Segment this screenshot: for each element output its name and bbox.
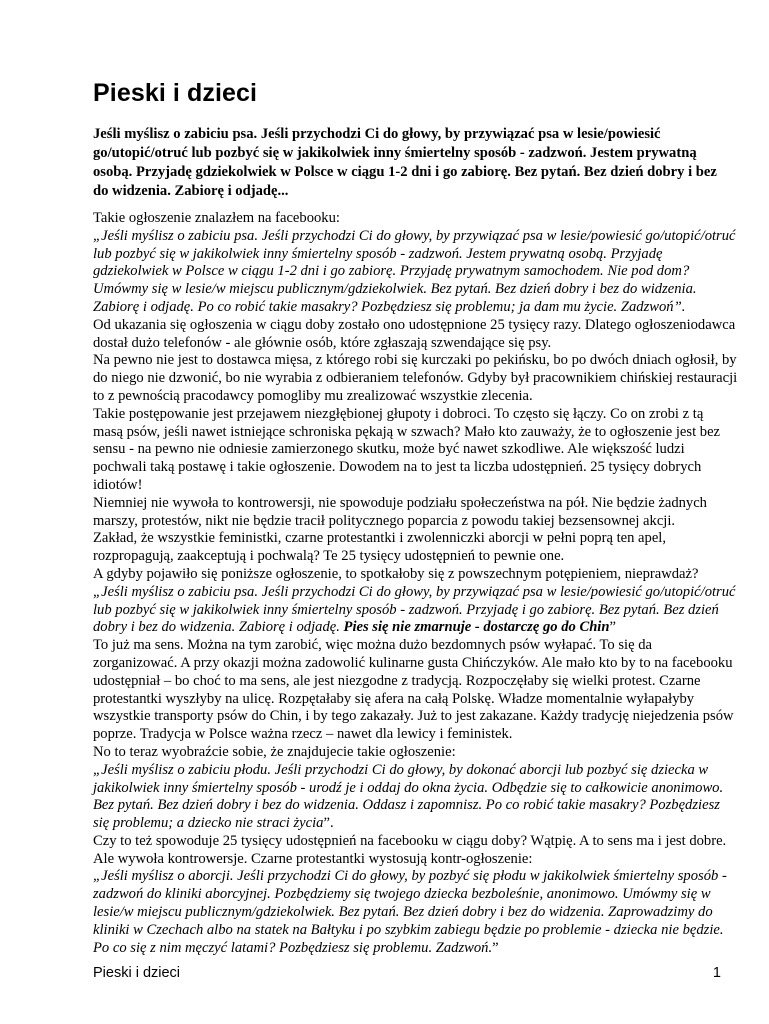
body-line <box>93 762 733 780</box>
body-line-text: się problemu; a dziecko nie straci życia <box>93 815 324 832</box>
body-line <box>93 316 736 335</box>
body-line-text: dostał dużo telefonów - ale głównie osób, które zgłaszają szwendające się psy. <box>93 334 552 351</box>
body-line <box>93 352 737 370</box>
body-line <box>93 495 733 513</box>
footer-title: Pieski i dzieci <box>93 965 181 981</box>
body-line <box>93 833 733 851</box>
body-line <box>93 299 733 317</box>
body-line <box>93 619 733 637</box>
body-line <box>93 441 733 459</box>
body-line <box>93 726 733 744</box>
body-line-text: Zabiorę i odjadę. Po co robić takie masakry? Pozbędziesz się problemu; ja dam mu życie. Zadzwoń”. <box>93 298 686 315</box>
body-line-text: poprze. Tradycja w Polsce ważna rzecz – nawet dla lewicy i feministek. <box>93 726 513 743</box>
page-title: Pieski i dzieci <box>93 79 258 107</box>
body-line-text: Bez pytań. Bez dzień dobry i bez do widzenia. Oddasz i zapomnisz. Po co robić takie masakry? Pozbędziesz <box>93 797 720 814</box>
body-line-tail: ”. <box>323 815 334 832</box>
body-line <box>93 780 733 798</box>
body-line-text: jakikolwiek inny śmiertelny sposób - urodź je i oddaj do okna życia. Odbędzie się to całkowicie anonimowo. <box>93 779 724 796</box>
body-line <box>93 583 736 602</box>
body-line-text: Zakład, że wszystkie feministki, czarne protestantki i zwolenniczki aborcji w pełni poprą ten apel, <box>93 530 667 547</box>
body-line <box>93 708 733 726</box>
body-line-text: udostępniał – bo choć to ma sens, ale jest niezgodne z tradycją. Rozpoczęłaby się wielki protest. Czarne <box>93 672 701 689</box>
body-line-text: „Jeśli myślisz o zabiciu psa. Jeśli przychodzi Ci do głowy, by przywiązać psa w lesie/powiesić go/utopić/otruć <box>93 583 736 600</box>
article-body <box>93 210 738 957</box>
body-line <box>93 940 733 958</box>
body-line-text: zadzwoń do kliniki aborcyjnej. Pozbędziemy się twojego dziecka bezboleśnie, anonimowo. Umówmy się w <box>93 886 711 903</box>
body-line-text: sensu - na pewno nie odniesie zamierzonego skutku, może być nawet szkodliwe. Ale większość ludzi <box>93 441 685 458</box>
body-line <box>93 904 733 922</box>
body-line <box>93 370 738 388</box>
body-line-text: do niego nie dzwonić, bo nie wyrabia z odbieraniem telefonów. Gdyby był pracownikiem chińskiej restauracji <box>93 370 738 387</box>
body-line <box>93 513 733 531</box>
body-line <box>93 868 733 886</box>
body-line <box>93 922 733 940</box>
body-line-text: lesie/w miejscu publicznym/gdziekolwiek. Bez pytań. Bez dzień dobry i bez do widzenia. Zaprowadzimy do <box>93 904 713 921</box>
body-line <box>93 886 733 904</box>
body-line <box>93 851 733 869</box>
body-line-text: To już ma sens. Można na tym zarobić, więc można dużo bezdomnych psów wyłapać. To się da <box>93 637 652 654</box>
body-line-text: Na pewno nie jest to dostawca mięsa, z którego robi się kurczaki po pekińsku, bo po dwóch dniach ogłosił, by <box>93 352 737 369</box>
body-line <box>93 815 733 833</box>
lead-paragraph: Jeśli myślisz o zabiciu psa. Jeśli przychodzi Ci do głowy, by przywiązać psa w lesie/powiesić go/utopić/otruć lub pozbyć się w jakikolwiek inny śmiertelny sposób - zadzwoń. Jestem prywatną osobą. Przyjadę gdziekolwiek w Polsce w ciągu 1-2 dni i go zabiorę. Bez pytań. Bez dzień dobry i bez do widzenia. Zabiorę i odjadę... <box>93 126 717 199</box>
body-line-text: to z pewnością pracodawcy pomogliby mu zrealizować wszystkie zlecenia. <box>93 387 533 404</box>
body-line <box>93 388 733 406</box>
body-line <box>93 744 733 762</box>
body-line <box>93 477 733 495</box>
body-line-text: masą psów, jeśli nawet istniejące schroniska pękają w szwach? Mało kto zauważy, że to ogłoszenie jest bez <box>93 423 721 440</box>
body-line-text: lub pozbyć się w jakikolwiek inny śmiertelny sposób - zadzwoń. Jestem prywatną osobą. Przyjadę <box>93 245 663 262</box>
body-line-text: rozpropagują, zaakceptują i pochwalą? Te 25 tysięcy udostępnień to pewnie one. <box>93 548 565 565</box>
body-line <box>93 530 733 548</box>
body-line <box>93 263 733 281</box>
body-line-tail: ” <box>609 619 616 636</box>
body-line <box>93 227 736 246</box>
body-line-text: wszystkie transporty psów do Chin, i by tego zakazały. Już to jest zakazane. Każdy tradycję niejedzenia psów <box>93 708 734 725</box>
body-line-text: marszy, protestów, nikt nie będzie tracił politycznego poparcia z powodu takiej bezsensownej akcji. <box>93 512 676 529</box>
body-line-text: No to teraz wyobraźcie sobie, że znajdujecie takie ogłoszenie: <box>93 743 456 760</box>
body-line <box>93 602 733 620</box>
body-line <box>93 459 733 477</box>
body-line <box>93 335 733 353</box>
body-line <box>93 424 733 442</box>
body-line <box>93 655 733 673</box>
body-line-text: Takie postępowanie jest przejawem niezgłębionej głupoty i dobroci. To często się łączy. Co on zrobi z tą <box>93 405 704 422</box>
body-line-text: zorganizować. A przy okazji można zadowolić kulinarne gusta Chińczyków. Ale mało kto by to na facebooku <box>93 654 733 671</box>
body-line-text: Takie ogłoszenie znalazłem na facebooku: <box>93 210 340 226</box>
body-line <box>93 548 733 566</box>
body-line-text: Niemniej nie wywoła to kontrowersji, nie spowoduje podziału społeczeństwa na pół. Nie będzie żadnych <box>93 494 707 511</box>
body-line <box>93 797 733 815</box>
page-number: 1 <box>712 965 721 981</box>
body-line-text: Umówmy się w lesie/w miejscu publicznym/gdziekolwiek. Bez pytań. Bez dzień dobry i bez do widzenia. <box>93 281 697 298</box>
body-line <box>93 210 733 228</box>
body-line <box>93 566 733 584</box>
body-line-text: „Jeśli myślisz o aborcji. Jeśli przychodzi Ci do głowy, by pozbyć się płodu w jakikolwiek śmiertelny sposób - <box>93 868 727 885</box>
body-line-text: dobry i bez do widzenia. Zabiorę i odjadę. <box>93 619 344 636</box>
body-line <box>93 637 733 655</box>
body-line-text: „Jeśli myślisz o zabiciu psa. Jeśli przychodzi Ci do głowy, by przywiązać psa w lesie/powiesić go/utopić/otruć <box>93 227 736 244</box>
body-line-tail: ” <box>492 939 499 956</box>
body-line-text: A gdyby pojawiło się poniższe ogłoszenie, to spotkałoby się z powszechnym potępieniem, nieprawdaż? <box>93 565 699 582</box>
body-line <box>93 691 733 709</box>
body-line-text: Od ukazania się ogłoszenia w ciągu doby zostało ono udostępnione 25 tysięcy razy. Dlatego ogłoszeniodawca <box>93 316 736 333</box>
body-line <box>93 406 733 424</box>
body-line-emphasis: Pies się nie zmarnuje - dostarczę go do Chin <box>343 619 610 636</box>
body-line-text: kliniki w Czechach albo na statek na Bałtyku i po szybkim zabiegu będzie po problemie - dziecka nie będzie. <box>93 921 724 938</box>
body-line-text: Po co się z nim męczyć latami? Pozbędziesz się problemu. Zadzwoń. <box>93 939 493 956</box>
body-line-text: protestantki wyszłyby na ulicę. Rozpętałaby się afera na całą Polskę. Władze momentalnie wyłapałyby <box>93 690 695 707</box>
body-line-text: lub pozbyć się w jakikolwiek inny śmiertelny sposób - zadzwoń. Przyjadę i go zabiorę. Bez pytań. Bez dzień <box>93 601 719 618</box>
body-line-text: pochwali taką postawę i takie ogłoszenie. Dowodem na to jest ta liczba udostępnień. 25 tysięcy dobrych <box>93 459 702 476</box>
body-line <box>93 281 733 299</box>
body-line-text: „Jeśli myślisz o zabiciu płodu. Jeśli przychodzi Ci do głowy, by dokonać aborcji lub pozbyć się dziecka w <box>93 761 709 778</box>
body-line-text: Czy to też spowoduje 25 tysięcy udostępnień na facebooku w ciągu doby? Wątpię. A to sens ma i jest dobre. <box>93 832 727 849</box>
body-line-text: Ale wywoła kontrowersje. Czarne protestantki wystosują kontr-ogłoszenie: <box>93 850 533 867</box>
body-line <box>93 246 733 264</box>
body-line-text: gdziekolwiek w Polsce w ciągu 1-2 dni i go zabiorę. Przyjadę prywatnym samochodem. Nie pod dom? <box>93 263 690 280</box>
body-line-text: idiotów! <box>93 476 143 493</box>
body-line <box>93 673 733 691</box>
